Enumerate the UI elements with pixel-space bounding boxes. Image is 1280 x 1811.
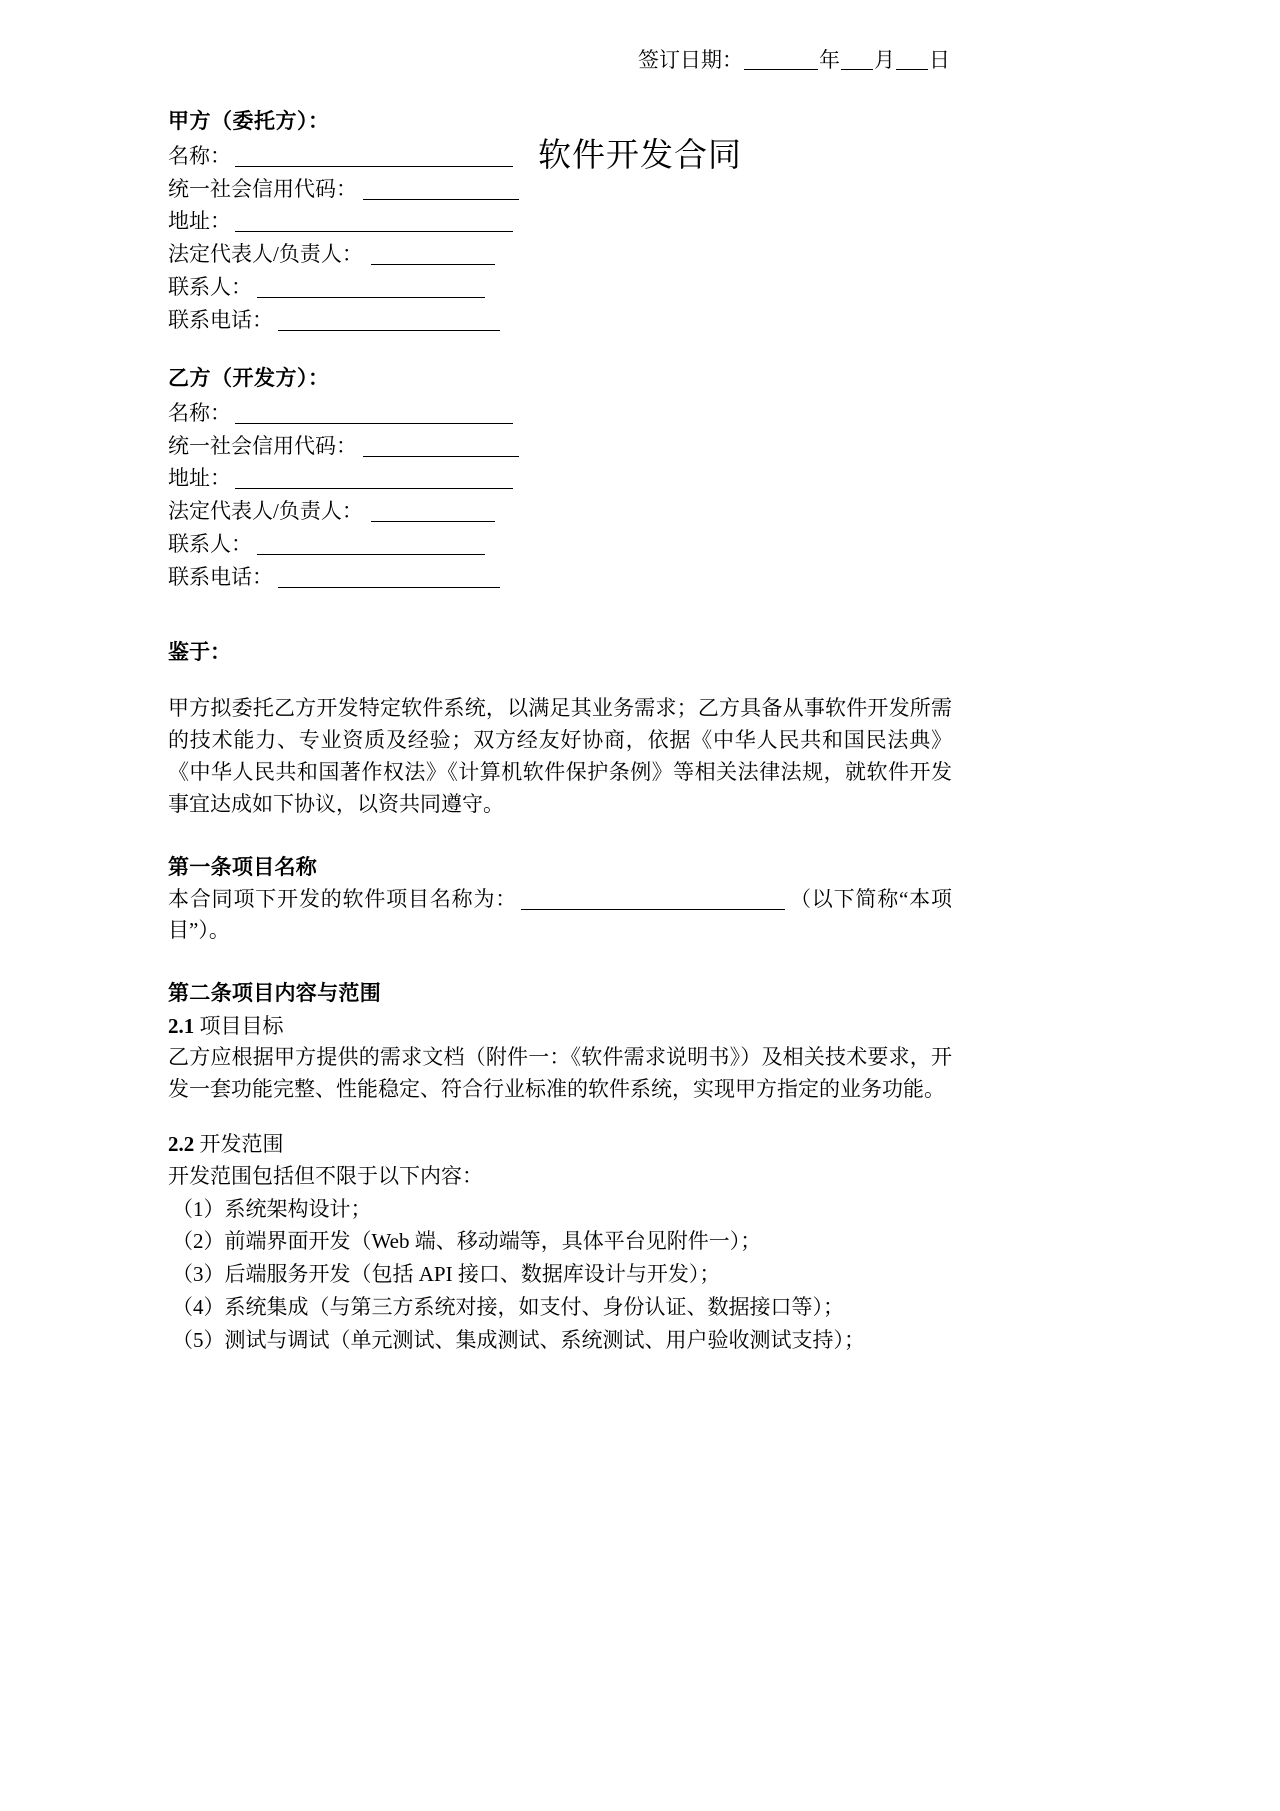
- party-b-legal-rep-label: 法定代表人/负责人：: [168, 499, 363, 524]
- clause-2-2-heading: [168, 1128, 952, 1161]
- list-item: （1）系统架构设计；: [172, 1196, 372, 1221]
- party-a-phone-label: 联系电话：: [168, 307, 273, 332]
- party-a-heading: 甲方（委托方）：: [168, 109, 330, 134]
- party-b-phone-input[interactable]: [278, 587, 500, 588]
- clause-2-2-number: 2.2: [168, 1132, 195, 1157]
- signing-date-month-blank[interactable]: [841, 69, 873, 70]
- page-title: 软件开发合同: [538, 138, 742, 174]
- clause-1-text-after: （以下简称“本项目”）。: [168, 886, 953, 943]
- list-item: （2）前端界面开发（Web 端、移动端等，具体平台见附件一）；: [172, 1229, 762, 1254]
- clause-1-text-before: 本合同项下开发的软件项目名称为：: [168, 886, 518, 911]
- party-b-heading: 乙方（开发方）：: [168, 366, 330, 391]
- document-body: [168, 0, 952, 1356]
- list-item: （4）系统集成（与第三方系统对接，如支付、身份认证、数据接口等）；: [172, 1294, 844, 1319]
- recital-heading: 鉴于：: [168, 640, 231, 665]
- party-b-field-legal-rep: [168, 495, 952, 528]
- clause-2-heading: 第二条项目内容与范围: [168, 981, 381, 1006]
- project-name-input[interactable]: [521, 909, 785, 910]
- party-a-legal-rep-input[interactable]: [371, 264, 495, 265]
- clause-2-1-heading: [168, 1010, 952, 1043]
- party-a-contact-input[interactable]: [257, 297, 485, 298]
- party-a-field-credit-code: [168, 173, 952, 206]
- party-a-field-legal-rep: [168, 238, 952, 271]
- party-a-name-label: 名称：: [168, 143, 231, 168]
- signing-date-year-unit: 年: [819, 48, 840, 72]
- party-b-credit-code-input[interactable]: [363, 456, 519, 457]
- party-b-legal-rep-input[interactable]: [371, 521, 495, 522]
- party-b-credit-code-label: 统一社会信用代码：: [168, 433, 357, 458]
- party-a-block: [168, 105, 952, 336]
- party-a-address-input[interactable]: [235, 231, 513, 232]
- party-b-field-contact: [168, 528, 952, 561]
- party-b-name-input[interactable]: [235, 423, 513, 424]
- signing-date-line: [168, 46, 952, 75]
- signing-date-day-unit: 日: [929, 48, 950, 72]
- signing-date-label: 签订日期：: [638, 48, 743, 72]
- party-a-field-name: [168, 140, 952, 173]
- party-b-phone-label: 联系电话：: [168, 564, 273, 589]
- party-a-field-address: [168, 205, 952, 238]
- clause-2-2-title: 开发范围: [199, 1132, 284, 1157]
- party-a-contact-label: 联系人：: [168, 274, 252, 299]
- party-b-contact-input[interactable]: [257, 554, 485, 555]
- party-b-field-phone: [168, 561, 952, 594]
- party-b-address-label: 地址：: [168, 466, 231, 491]
- clause-2-1-title: 项目目标: [199, 1013, 284, 1038]
- clause-2-1-body: 乙方应根据甲方提供的需求文档（附件一：《软件需求说明书》）及相关技术要求，开发一套功能完整、性能稳定、符合行业标准的软件系统，实现甲方指定的业务功能。: [168, 1045, 952, 1102]
- signing-date-year-blank[interactable]: [744, 69, 818, 70]
- party-a-legal-rep-label: 法定代表人/负责人：: [168, 242, 363, 267]
- clause-1-block: [168, 851, 952, 947]
- party-b-block: [168, 362, 952, 593]
- party-a-name-input[interactable]: [235, 166, 513, 167]
- clause-1-heading: 第一条项目名称: [168, 855, 318, 880]
- party-a-phone-input[interactable]: [278, 330, 500, 331]
- party-a-field-contact: [168, 271, 952, 304]
- party-b-field-address: [168, 462, 952, 495]
- party-a-credit-code-input[interactable]: [363, 199, 519, 200]
- party-a-address-label: 地址：: [168, 209, 231, 234]
- list-item: （5）测试与调试（单元测试、集成测试、系统测试、用户验收测试支持）；: [172, 1327, 865, 1352]
- signing-date-day-blank[interactable]: [896, 69, 928, 70]
- signing-date-month-unit: 月: [874, 48, 895, 72]
- party-b-field-name: [168, 397, 952, 430]
- party-b-field-credit-code: [168, 430, 952, 463]
- party-b-address-input[interactable]: [235, 488, 513, 489]
- recital-body: 甲方拟委托乙方开发特定软件系统，以满足其业务需求；乙方具备从事软件开发所需的技术能力、专业资质及经验；双方经友好协商，依据《中华人民共和国民法典》《中华人民共和国著作权法》《计算机软件保护条例》等相关法律法规，就软件开发事宜达成如下协议，以资共同遵守。: [168, 696, 952, 817]
- party-b-contact-label: 联系人：: [168, 531, 252, 556]
- clause-2-2-intro: 开发范围包括但不限于以下内容：: [168, 1163, 483, 1188]
- party-b-name-label: 名称：: [168, 400, 231, 425]
- clause-2-1-number: 2.1: [168, 1013, 195, 1038]
- clause-2-block: [168, 977, 952, 1356]
- party-a-credit-code-label: 统一社会信用代码：: [168, 176, 357, 201]
- party-a-field-phone: [168, 304, 952, 337]
- list-item: （3）后端服务开发（包括 API 接口、数据库设计与开发）；: [172, 1262, 721, 1287]
- clause-1-body: [168, 884, 952, 948]
